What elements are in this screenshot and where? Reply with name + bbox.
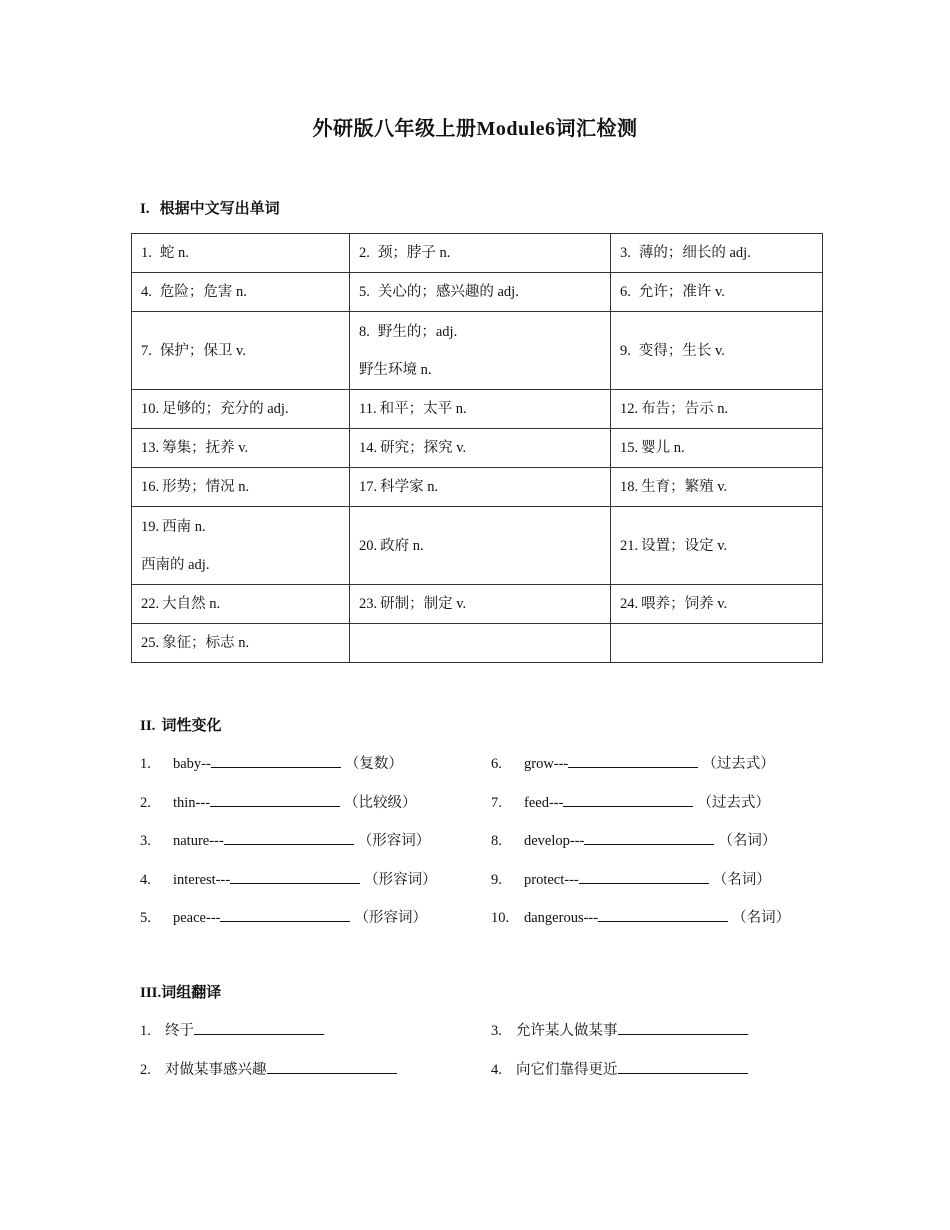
vocab-cell[interactable] [132, 390, 350, 429]
item-number: 1. [140, 1023, 151, 1039]
item-number: 19. [141, 518, 160, 535]
item-prompt: 足够的；充分的 adj. [162, 401, 289, 417]
section-1-heading [140, 197, 280, 218]
phrase-item [491, 1019, 748, 1040]
item-prompt: 科学家 n. [380, 479, 439, 495]
form-hint: （名词） [712, 872, 771, 888]
item-number: 23. [359, 596, 378, 612]
item-prompt: 允许；准许 v. [638, 284, 725, 300]
item-prompt: 研究；探究 v. [380, 440, 467, 456]
vocab-row [132, 624, 823, 663]
item-number: 4. [491, 1062, 502, 1078]
item-prompt: 生育；繁殖 v. [641, 479, 728, 495]
form-hint: （过去式） [702, 756, 775, 772]
vocab-cell[interactable] [132, 273, 350, 312]
word-form-item [140, 829, 430, 850]
base-word: develop--- [524, 833, 585, 849]
item-number: 9. [620, 342, 631, 359]
item-prompt: 薄的；细长的 adj. [638, 245, 751, 261]
vocab-cell[interactable] [611, 429, 823, 468]
item-number: 9. [491, 872, 502, 888]
answer-blank[interactable] [230, 869, 360, 884]
word-form-item [140, 906, 427, 927]
item-prompt-second-line: 西南的 adj. [141, 556, 210, 573]
item-number: 3. [140, 833, 151, 849]
item-prompt: 关心的；感兴趣的 adj. [377, 284, 519, 300]
phrase-item [140, 1058, 397, 1079]
item-number: 6. [620, 284, 631, 300]
vocab-cell[interactable] [611, 468, 823, 507]
vocab-cell[interactable] [611, 312, 823, 390]
base-word: baby-- [173, 756, 211, 772]
item-number: 3. [620, 245, 631, 261]
base-word: feed--- [524, 795, 564, 811]
item-number: 2. [140, 795, 151, 811]
item-prompt-second-line: 野生环境 n. [359, 361, 432, 378]
item-number: 6. [491, 756, 502, 772]
item-number: 15. [620, 440, 639, 456]
vocab-table [131, 233, 823, 663]
item-prompt: 和平；太平 n. [379, 401, 467, 417]
answer-blank[interactable] [563, 792, 693, 807]
item-prompt: 大自然 n. [162, 596, 221, 612]
item-number: 1. [141, 245, 152, 261]
answer-blank[interactable] [267, 1059, 397, 1074]
base-word: protect--- [524, 872, 579, 888]
item-number: 22. [141, 596, 160, 612]
item-number: 4. [140, 872, 151, 888]
phrase-prompt: 终于 [165, 1023, 194, 1039]
base-word: interest--- [173, 872, 231, 888]
vocab-cell[interactable] [350, 429, 611, 468]
item-number: 10. [491, 910, 510, 926]
form-hint: （形容词） [354, 910, 427, 926]
answer-blank[interactable] [194, 1020, 324, 1035]
item-number: 4. [141, 284, 152, 300]
vocab-row [132, 429, 823, 468]
answer-blank[interactable] [584, 830, 714, 845]
item-number: 3. [491, 1023, 502, 1039]
base-word: peace--- [173, 910, 221, 926]
item-number: 7. [491, 795, 502, 811]
vocab-row [132, 468, 823, 507]
form-hint: （形容词） [364, 872, 437, 888]
item-number: 8. [359, 323, 370, 340]
item-prompt: 颈；脖子 n. [377, 245, 451, 261]
section-2-title: 词性变化 [161, 718, 222, 734]
answer-blank[interactable] [210, 792, 340, 807]
item-number: 7. [141, 342, 152, 359]
item-prompt: 布告；告示 n. [641, 401, 729, 417]
answer-blank[interactable] [579, 869, 709, 884]
item-prompt: 象征；标志 n. [162, 635, 250, 651]
item-number: 13. [141, 440, 160, 456]
section-2-number: II. [140, 718, 156, 734]
base-word: thin--- [173, 795, 211, 811]
vocab-cell[interactable] [350, 312, 611, 390]
item-prompt: 喂养；饲养 v. [641, 596, 728, 612]
word-form-item [140, 868, 437, 889]
form-hint: （过去式） [697, 795, 770, 811]
item-number: 10. [141, 401, 160, 417]
base-word: grow--- [524, 756, 569, 772]
item-number: 2. [359, 245, 370, 261]
item-number: 21. [620, 537, 639, 554]
vocab-cell[interactable] [132, 468, 350, 507]
phrase-prompt: 对做某事感兴趣 [165, 1062, 267, 1078]
vocab-cell[interactable] [132, 507, 350, 585]
vocab-cell[interactable] [611, 273, 823, 312]
base-word: nature--- [173, 833, 224, 849]
item-number: 16. [141, 479, 160, 495]
phrase-prompt: 允许某人做某事 [516, 1023, 618, 1039]
phrase-prompt: 向它们靠得更近 [516, 1062, 618, 1078]
vocab-cell[interactable] [611, 234, 823, 273]
form-hint: （比较级） [344, 795, 417, 811]
answer-blank[interactable] [224, 830, 354, 845]
word-form-item [491, 829, 776, 850]
section-1-number: I. [140, 201, 150, 217]
item-prompt: 变得；生长 v. [638, 342, 725, 359]
phrase-item [140, 1019, 324, 1040]
answer-blank[interactable] [598, 907, 728, 922]
section-1-title: 根据中文写出单词 [159, 201, 280, 217]
item-number: 18. [620, 479, 639, 495]
vocab-row [132, 273, 823, 312]
word-form-item [140, 752, 403, 773]
item-number: 17. [359, 479, 378, 495]
item-number: 2. [140, 1062, 151, 1078]
vocab-cell[interactable] [611, 624, 823, 663]
item-prompt: 筹集；抚养 v. [162, 440, 249, 456]
vocab-cell[interactable] [132, 429, 350, 468]
form-hint: （名词） [732, 910, 791, 926]
vocab-cell[interactable] [350, 585, 611, 624]
word-form-item [491, 752, 775, 773]
section-3-title: 词组翻译 [161, 985, 222, 1001]
item-number: 20. [359, 537, 378, 554]
item-number: 8. [491, 833, 502, 849]
answer-blank[interactable] [618, 1059, 748, 1074]
item-prompt: 政府 n. [380, 537, 424, 554]
vocab-cell[interactable] [350, 624, 611, 663]
item-number: 5. [140, 910, 151, 926]
vocab-cell[interactable] [350, 507, 611, 585]
vocab-row [132, 312, 823, 390]
item-number: 25. [141, 635, 160, 651]
item-number: 1. [140, 756, 151, 772]
answer-blank[interactable] [618, 1020, 748, 1035]
item-prompt: 形势；情况 n. [162, 479, 250, 495]
item-prompt: 研制；制定 v. [380, 596, 467, 612]
form-hint: （复数） [344, 756, 403, 772]
base-word: dangerous--- [524, 910, 599, 926]
form-hint: （名词） [718, 833, 777, 849]
section-2-heading [140, 714, 221, 735]
word-form-item [491, 791, 770, 812]
vocab-row [132, 234, 823, 273]
vocab-cell[interactable] [611, 390, 823, 429]
item-prompt: 蛇 n. [159, 245, 189, 261]
item-number: 24. [620, 596, 639, 612]
item-number: 11. [359, 401, 377, 417]
item-prompt: 保护；保卫 v. [159, 342, 246, 359]
answer-blank[interactable] [220, 907, 350, 922]
item-prompt: 野生的；adj. [377, 323, 458, 340]
item-number: 5. [359, 284, 370, 300]
item-prompt: 西南 n. [162, 518, 206, 535]
vocab-cell[interactable] [350, 390, 611, 429]
page-title: 外研版八年级上册Module6词汇检测 [312, 118, 638, 140]
vocab-cell[interactable] [132, 234, 350, 273]
form-hint: （形容词） [357, 833, 431, 849]
item-number: 14. [359, 440, 378, 456]
vocab-cell[interactable] [132, 624, 350, 663]
section-3-number: III. [140, 985, 162, 1001]
vocab-cell[interactable] [611, 507, 823, 585]
phrase-item [491, 1058, 748, 1079]
item-number: 12. [620, 401, 639, 417]
vocab-cell[interactable] [350, 468, 611, 507]
item-prompt: 婴儿 n. [641, 440, 685, 456]
word-form-item [140, 791, 417, 812]
answer-blank[interactable] [568, 753, 698, 768]
vocab-row [132, 585, 823, 624]
answer-blank[interactable] [211, 753, 341, 768]
vocab-cell[interactable] [132, 312, 350, 390]
vocab-row [132, 390, 823, 429]
vocab-cell[interactable] [350, 234, 611, 273]
word-form-item [491, 868, 771, 889]
vocab-cell[interactable] [132, 585, 350, 624]
vocab-row [132, 507, 823, 585]
item-prompt: 设置；设定 v. [641, 537, 728, 554]
vocab-cell[interactable] [350, 273, 611, 312]
word-form-item [491, 906, 790, 927]
item-prompt: 危险；危害 n. [159, 284, 247, 300]
vocab-cell[interactable] [611, 585, 823, 624]
section-3-heading [140, 981, 221, 1002]
